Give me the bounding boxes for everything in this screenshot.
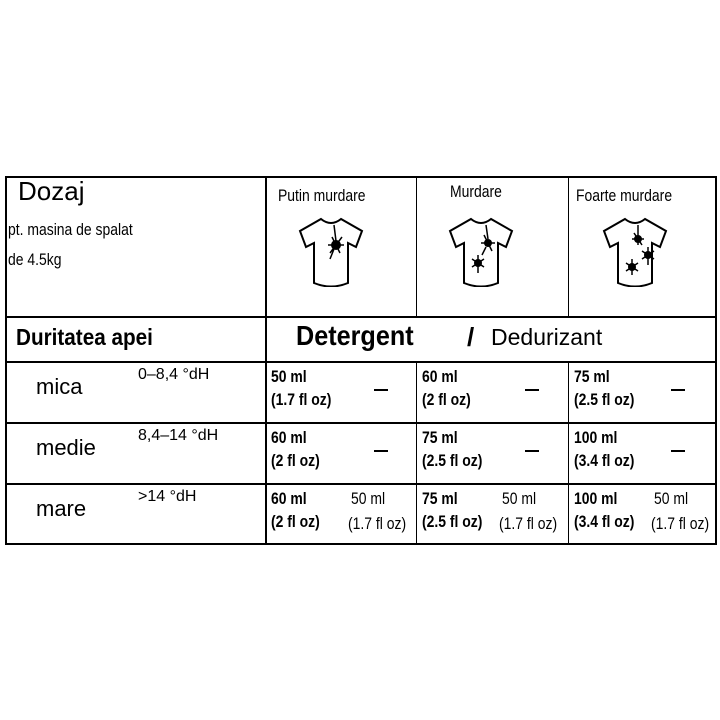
detergent-oz: (2 fl oz) bbox=[422, 390, 471, 409]
detergent-ml: 75 ml bbox=[574, 367, 610, 386]
detergent-oz: (2.5 fl oz) bbox=[422, 451, 483, 470]
divider bbox=[568, 176, 569, 316]
tshirt-1-stain-icon bbox=[296, 215, 366, 287]
no-softener-dash bbox=[374, 389, 388, 391]
detergent-oz: (2.5 fl oz) bbox=[422, 512, 483, 531]
detergent-ml: 60 ml bbox=[271, 428, 307, 447]
hardness-range: 0–8,4 °dH bbox=[138, 366, 210, 383]
no-softener-dash bbox=[374, 450, 388, 452]
softener-oz: (1.7 fl oz) bbox=[348, 514, 407, 533]
slash: / bbox=[467, 322, 475, 352]
no-softener-dash bbox=[525, 389, 539, 391]
divider bbox=[5, 361, 717, 363]
detergent-oz: (1.7 fl oz) bbox=[271, 390, 332, 409]
column-label: Foarte murdare bbox=[576, 186, 673, 205]
detergent-oz: (3.4 fl oz) bbox=[574, 451, 635, 470]
detergent-ml: 60 ml bbox=[271, 489, 307, 508]
softener-oz: (1.7 fl oz) bbox=[651, 514, 710, 533]
detergent-oz: (2.5 fl oz) bbox=[574, 390, 635, 409]
detergent-ml: 60 ml bbox=[422, 367, 458, 386]
subtitle: pt. masina de spalat bbox=[8, 220, 133, 239]
detergent-ml: 100 ml bbox=[574, 428, 618, 447]
hardness-level: mica bbox=[36, 374, 83, 399]
hardness-range: 8,4–14 °dH bbox=[138, 427, 219, 444]
divider bbox=[5, 316, 717, 318]
hardness-level: mare bbox=[36, 496, 87, 521]
no-softener-dash bbox=[671, 450, 685, 452]
divider bbox=[265, 176, 267, 545]
divider bbox=[416, 176, 417, 316]
subtitle: de 4.5kg bbox=[8, 250, 62, 269]
tshirt-3-stains-icon bbox=[600, 215, 670, 287]
softener-oz: (1.7 fl oz) bbox=[499, 514, 558, 533]
detergent-ml: 75 ml bbox=[422, 489, 458, 508]
no-softener-dash bbox=[671, 389, 685, 391]
detergent-oz: (2 fl oz) bbox=[271, 451, 320, 470]
detergent-oz: (2 fl oz) bbox=[271, 512, 320, 531]
hardness-level: medie bbox=[36, 435, 96, 460]
tshirt-2-stains-icon bbox=[446, 215, 516, 287]
no-softener-dash bbox=[525, 450, 539, 452]
detergent-ml: 100 ml bbox=[574, 489, 618, 508]
softener-ml: 50 ml bbox=[654, 489, 689, 508]
hardness-range: >14 °dH bbox=[138, 488, 197, 505]
detergent-ml: 50 ml bbox=[271, 367, 307, 386]
water-hardness-header: Duritatea apei bbox=[16, 324, 153, 350]
page-title: Dozaj bbox=[18, 176, 85, 206]
detergent-oz: (3.4 fl oz) bbox=[574, 512, 635, 531]
detergent-ml: 75 ml bbox=[422, 428, 458, 447]
softener-ml: 50 ml bbox=[351, 489, 386, 508]
divider bbox=[5, 422, 717, 424]
divider bbox=[416, 361, 417, 545]
column-label: Murdare bbox=[450, 182, 502, 201]
divider bbox=[568, 361, 569, 545]
divider bbox=[5, 483, 717, 485]
detergent-header: Detergent bbox=[296, 320, 414, 351]
softener-header: Dedurizant bbox=[491, 324, 603, 350]
softener-ml: 50 ml bbox=[502, 489, 537, 508]
column-label: Putin murdare bbox=[278, 186, 366, 205]
